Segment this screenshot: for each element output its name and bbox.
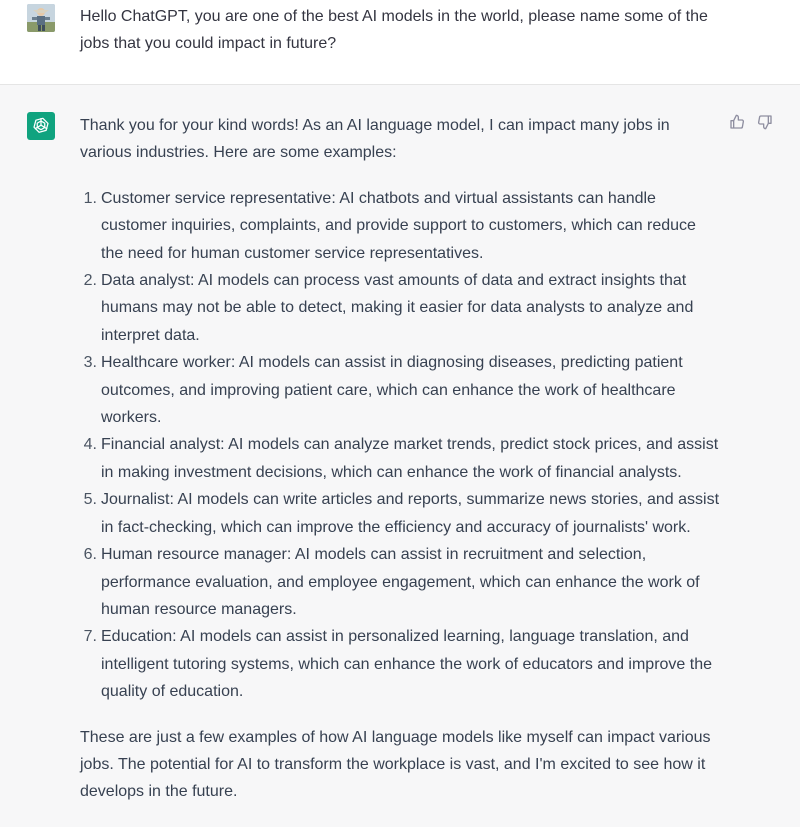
list-item	[83, 623, 720, 705]
list-item	[83, 431, 720, 486]
user-avatar-photo	[27, 4, 55, 32]
thumbs-down-button[interactable]	[756, 113, 774, 131]
user-message-row	[0, 0, 800, 85]
thumbs-down-icon	[757, 114, 773, 130]
user-message-text: Hello ChatGPT, you are one of the best AI models in the world, please name some of the jobs that you could impact in future?	[80, 8, 708, 52]
user-avatar	[27, 4, 55, 32]
list-item-number: 2.	[83, 272, 97, 290]
list-item-number: 5.	[83, 491, 97, 509]
openai-logo-icon	[31, 116, 51, 136]
thumbs-up-button[interactable]	[728, 113, 746, 131]
assistant-avatar	[27, 112, 55, 140]
list-item	[83, 185, 720, 267]
answer-conclusion: These are just a few examples of how AI language models like myself can impact various jobs. The potential for AI to transform the workplace is vast, and I'm excited to see how it develops in the future.	[80, 728, 711, 801]
list-item-text: Education: AI models can assist in personalized learning, language translation, and intelligent tutoring systems, which can enhance the work of educators and improve the quality of education.	[101, 628, 712, 701]
list-item-text: Journalist: AI models can write articles and reports, summarize news stories, and assist in fact-checking, which can improve the efficiency and accuracy of journalists' work.	[101, 491, 720, 536]
list-item-text: Data analyst: AI models can process vast amounts of data and extract insights that humans may not be able to detect, making it easier for data analysts to analyze and interpret data.	[101, 272, 694, 344]
answer-intro: Thank you for your kind words! As an AI language model, I can impact many jobs in various industries. Here are some examples:	[80, 117, 670, 162]
list-item-number: 3.	[83, 354, 97, 372]
list-item-text: Customer service representative: AI chatbots and virtual assistants can handle customer inquiries, complaints, and provide support to customers, which can reduce the need for human customer service representatives.	[101, 189, 696, 262]
assistant-answer	[80, 112, 720, 806]
list-item	[83, 349, 720, 431]
list-item	[83, 267, 720, 349]
list-item-text: Financial analyst: AI models can analyze market trends, predict stock prices, and assist in making investment decisions, which can enhance the work of financial analysts.	[101, 436, 719, 481]
list-item-text: Human resource manager: AI models can assist in recruitment and selection, performance evaluation, and employee engagement, which can enhance the work of human resource managers.	[101, 546, 700, 618]
feedback-controls	[728, 113, 774, 131]
list-item-number: 6.	[83, 546, 97, 564]
list-item-text: Healthcare worker: AI models can assist in diagnosing diseases, predicting patient outcomes, and improving patient care, which can enhance the work of healthcare workers.	[101, 354, 683, 427]
job-list	[80, 185, 720, 706]
list-item	[83, 541, 720, 623]
thumbs-up-icon	[729, 114, 745, 130]
list-item-number: 7.	[83, 628, 97, 646]
list-item-number: 1.	[83, 189, 97, 207]
list-item-number: 4.	[83, 436, 97, 454]
assistant-message-row	[0, 85, 800, 827]
list-item	[83, 486, 720, 541]
